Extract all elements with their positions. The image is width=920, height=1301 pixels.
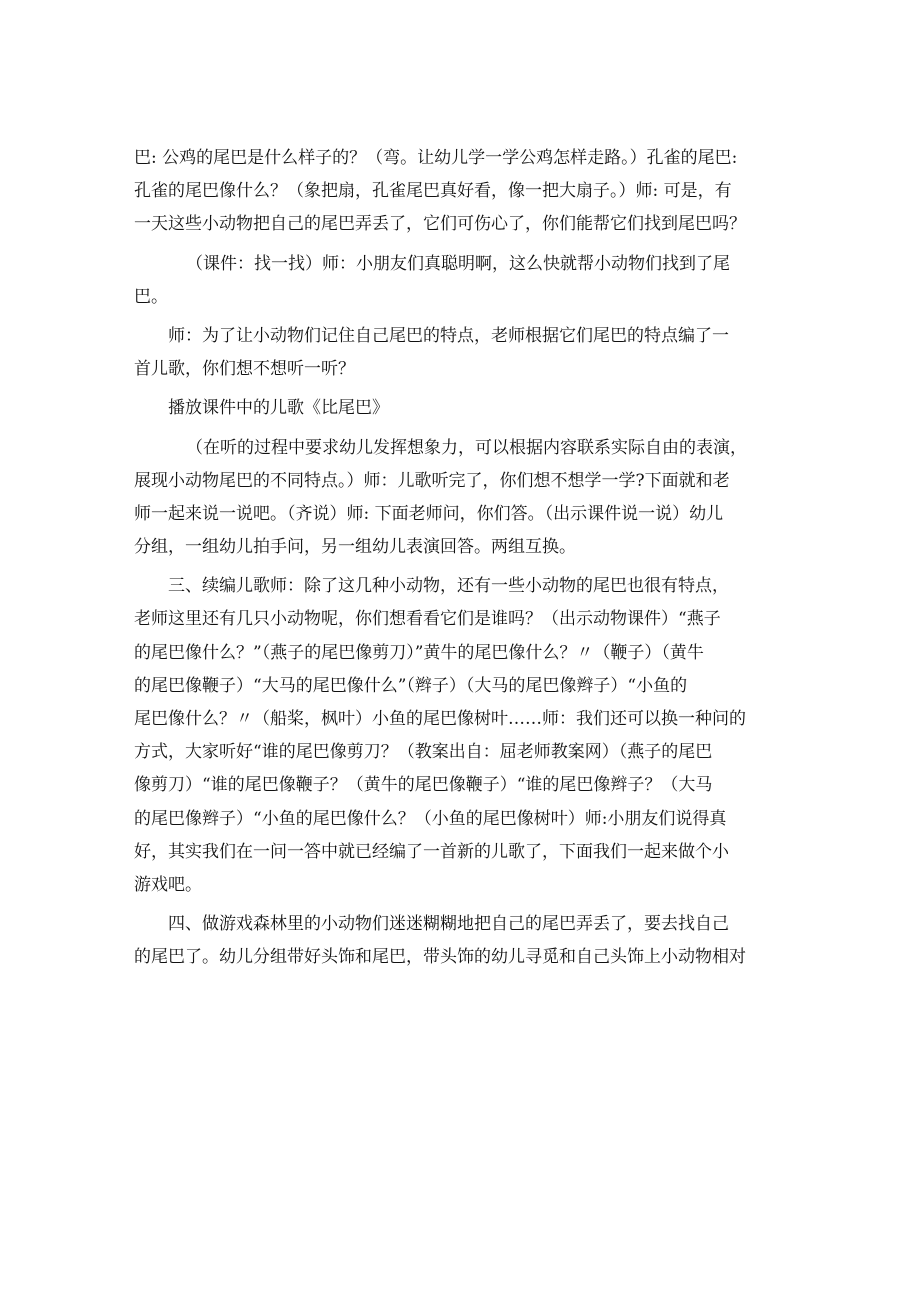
text-line: 一天这些小动物把自己的尾巴弄丢了，它们可伤心了，你们能帮它们找到尾巴吗？ <box>134 214 746 235</box>
text-line: 老师这里还有几只小动物呢，你们想看看它们是谁吗？（出示动物课件）“燕子 <box>134 609 721 630</box>
paragraph-3 <box>134 320 798 386</box>
text-line: （在听的过程中要求幼儿发挥想象力，可以根据内容联系实际自由的表演， <box>186 437 747 458</box>
paragraph-1 <box>134 142 798 242</box>
text-line: 巴: 公鸡的尾巴是什么样子的？（弯。让幼儿学一学公鸡怎样走路。）孔雀的尾巴: <box>134 148 738 168</box>
text-line: 展现小动物尾巴的不同特点。）师：儿歌听完了，你们想不想学一学?下面就和老 <box>134 470 730 491</box>
text-line: 分组，一组幼儿拍手问，另一组幼儿表演回答。两组互换。 <box>134 537 576 558</box>
paragraph-2 <box>134 248 798 314</box>
text-line: 师：为了让小动物们记住自己尾巴的特点，老师根据它们尾巴的特点编了一 <box>168 325 729 346</box>
paragraph-7 <box>134 908 798 974</box>
text-line: 三、续编儿歌师：除了这几种小动物，还有一些小动物的尾巴也很有特点， <box>168 576 729 597</box>
text-line: 像剪刀）“谁的尾巴像鞭子？（黄牛的尾巴像鞭子）“谁的尾巴像辫子？（大马 <box>134 775 713 796</box>
text-line: 的尾巴像辫子）“小鱼的尾巴像什么？（小鱼的尾巴像树叶）师:小朋友们说得真 <box>134 808 727 829</box>
text-line: 的尾巴像鞭子）“大马的尾巴像什么”（辫子）（大马的尾巴像辫子）“小鱼的 <box>134 675 688 696</box>
document-body <box>134 142 798 975</box>
text-line: 好，其实我们在一问一答中就已经编了一首新的儿歌了，下面我们一起来做个小 <box>134 841 729 862</box>
text-line: 尾巴像什么？〃（船桨，枫叶）小鱼的尾巴像树叶……师：我们还可以换一种问的 <box>134 709 746 729</box>
text-line: 四、做游戏森林里的小动物们迷迷糊糊地把自己的尾巴弄丢了，要去找自己 <box>168 914 729 935</box>
paragraph-6 <box>134 570 798 902</box>
text-line: 播放课件中的儿歌《比尾巴》 <box>168 398 389 419</box>
text-line: 方式，大家听好“谁的尾巴像剪刀？（教案出自：屈老师教案网）（燕子的尾巴 <box>134 742 713 763</box>
text-line: 的尾巴像什么？”（燕子的尾巴像剪刀）”黄牛的尾巴像什么？〃（鞭子）（黄牛 <box>134 642 704 663</box>
text-line: 首儿歌，你们想不想听一听？ <box>134 359 355 380</box>
text-line: 游戏吧。 <box>134 874 202 895</box>
text-line: 师一起来说一说吧。（齐说）师: 下面老师问，你们答。（出示课件说一说）幼儿 <box>134 503 724 524</box>
paragraph-5 <box>134 432 798 565</box>
text-line: （课件：找一找）师：小朋友们真聪明啊，这么快就帮小动物们找到了尾 <box>186 253 730 274</box>
text-line: 孔雀的尾巴像什么？（象把扇，孔雀尾巴真好看，像一把大扇子。）师: 可是，有 <box>134 181 732 202</box>
text-line: 巴。 <box>134 286 168 307</box>
paragraph-4 <box>134 392 798 425</box>
text-line: 的尾巴了。幼儿分组带好头饰和尾巴，带头饰的幼儿寻觅和自己头饰上小动物相对 <box>134 947 746 968</box>
